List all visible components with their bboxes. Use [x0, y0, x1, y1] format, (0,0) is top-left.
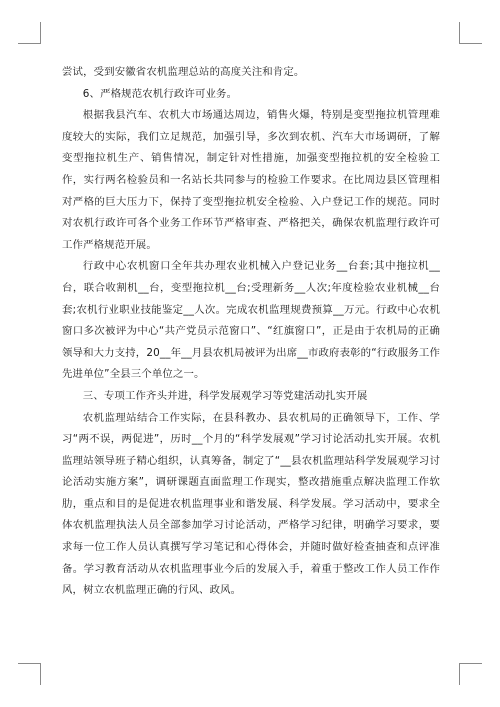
crop-mark-top-right-horizontal: [459, 43, 482, 44]
crop-mark-top-right-vertical: [459, 22, 460, 44]
crop-mark-bottom-right-horizontal: [459, 663, 482, 664]
crop-mark-top-left-vertical: [40, 22, 41, 44]
document-body: [62, 62, 440, 602]
crop-mark-top-left-horizontal: [18, 43, 41, 44]
crop-mark-bottom-left-horizontal: [18, 663, 41, 664]
crop-mark-bottom-left-vertical: [40, 663, 41, 685]
section-heading: 三、专项工作齐头并进，科学发展观学习等党建活动扎实开展: [82, 389, 368, 402]
section-heading: 6、严格规范农机行政许可业务。: [82, 87, 238, 100]
paragraph: 行政中心农机窗口全年共办理农业机械入户登记业务__台套;其中拖拉机__台，联合收割机__台，变型拖拉机__台;受理新务__人次;年度检验农业机械__台套;农机行业职业技能鉴定__人次。完成农机监理规费预算__万元。行政中心农机窗口多次被评为中心“共产党员示范窗口”、“红旗窗口”，正是由于农机局的正确领导和大力支持，20__年__月县农机局被评为出席__市政府表彰的“行政服务工作先进单位”全县三个单位之一。: [62, 260, 440, 381]
paragraph: 根据我县汽车、农机大市场通达周边，销售火爆，特别是变型拖拉机管理难度较大的实际，我们立足规范，加强引导，多次到农机、汽车大市场调研，了解变型拖拉机生产、销售情况，制定针对性措施，加强变型拖拉机的安全检验工作，实行两名检验员和一名站长共同参与的检验工作要求。在比周边县区管理相对严格的巨大压力下，保持了变型拖拉机安全检验、入户登记工作的规范。同时对农机行政许可各个业务工作环节严格审查、严格把关，确保农机监理行政许可工作严格规范开展。: [62, 109, 440, 251]
paragraph: 农机监理站结合工作实际，在县科教办、县农机局的正确领导下，工作、学习“两不误，两促进”，历时__个月的“科学发展观”学习讨论活动扎实开展。农机监理站领导班子精心组织，认真筹备，制定了“__县农机监理站科学发展观学习讨论活动实施方案”，调研课题直面监理工作现实，整改措施重点解决监理工作软肋，重点和目的是促进农机监理事业和谐发展、科学发展。学习活动中，要求全体农机监理执法人员全部参加学习讨论活动，严格学习纪律，明确学习要求，要求每一位工作人员认真撰写学习笔记和心得体会，并随时做好检查抽查和点评准备。学习教育活动从农机监理事业今后的发展入手，着重于整改工作人员工作作风，树立农机监理正确的行风、政风。: [62, 411, 440, 597]
paragraph: 尝试，受到安徽省农机监理总站的高度关注和肯定。: [62, 66, 305, 78]
crop-mark-bottom-right-vertical: [459, 663, 460, 685]
